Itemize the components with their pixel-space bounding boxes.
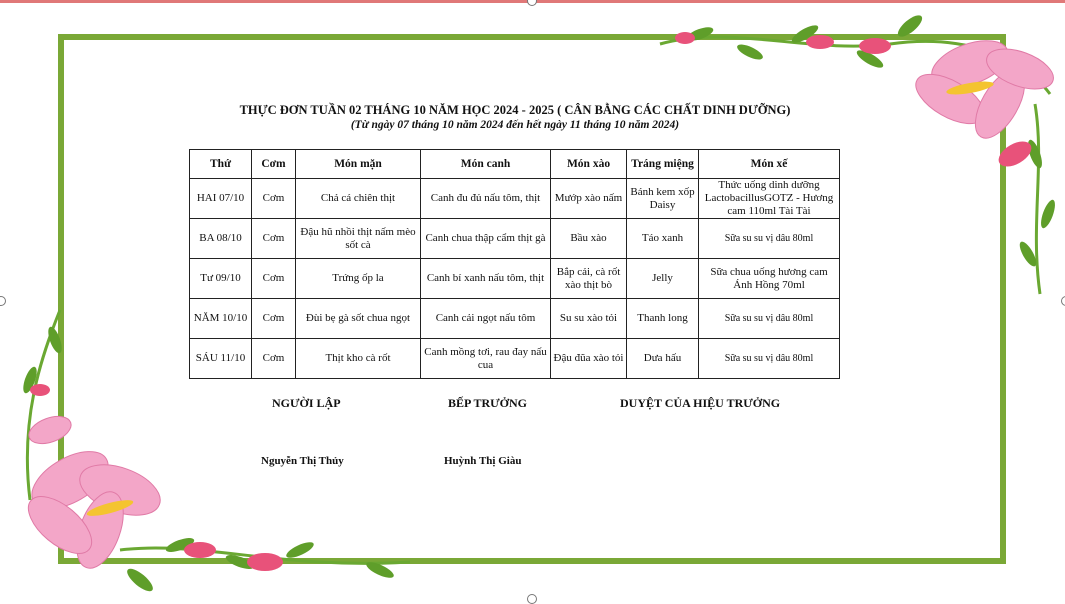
rice-cell: Cơm [252,219,296,259]
table-row [190,339,840,379]
menu-title: THỰC ĐƠN TUẦN 02 THÁNG 10 NĂM HỌC 2024 - 2025 ( CÂN BẰNG CÁC CHẤT DINH DƯỠNG) [239,103,791,117]
dessert-cell: Jelly [627,259,699,299]
snack-cell: Sữa su su vị dâu 80ml [699,219,840,259]
stirfry-cell: Bắp cải, cà rốt xào thịt bò [551,259,627,299]
main-dish-cell: Thịt kho cà rốt [296,339,421,379]
day-cell: HAI 07/10 [190,179,252,219]
rice-cell: Cơm [252,259,296,299]
stirfry-cell: Bầu xào [551,219,627,259]
stirfry-cell: Mướp xào nấm [551,179,627,219]
day-cell: SÁU 11/10 [190,339,252,379]
dessert-cell: Thanh long [627,299,699,339]
preparer-role: NGƯỜI LẬP [272,396,341,410]
weekly-menu-table [189,149,840,379]
dessert-cell: Táo xanh [627,219,699,259]
snack-cell: Sữa su su vị dâu 80ml [699,299,840,339]
principal-approval-role: DUYỆT CỦA HIỆU TRƯỞNG [620,396,781,410]
stirfry-cell: Su su xào tỏi [551,299,627,339]
day-cell: BA 08/10 [190,219,252,259]
main-dish-cell: Chả cá chiên thịt [296,179,421,219]
resize-handle-top[interactable] [527,0,537,6]
soup-cell: Canh chua thập cẩm thịt gà [421,219,551,259]
menu-date-range: (Từ ngày 07 tháng 10 năm 2024 đến hết ngày 11 tháng 10 năm 2024) [350,119,680,131]
kitchen-head-name: Huỳnh Thị Giàu [444,455,522,467]
dessert-cell: Bánh kem xốp Daisy [627,179,699,219]
day-cell: Tư 09/10 [190,259,252,299]
table-row [190,219,840,259]
column-header: Thứ [190,150,252,179]
table-row [190,179,840,219]
table-row [190,259,840,299]
day-cell: NĂM 10/10 [190,299,252,339]
dessert-cell: Dưa hấu [627,339,699,379]
column-header: Món xào [551,150,627,179]
column-header: Món canh [421,150,551,179]
main-dish-cell: Đậu hũ nhồi thịt nấm mèo sốt cà [296,219,421,259]
column-header: Món mặn [296,150,421,179]
snack-cell: Sữa chua uống hương cam Ánh Hồng 70ml [699,259,840,299]
soup-cell: Canh mồng tơi, rau đay nấu cua [421,339,551,379]
column-header: Tráng miệng [627,150,699,179]
rice-cell: Cơm [252,339,296,379]
snack-cell: Sữa su su vị dâu 80ml [699,339,840,379]
soup-cell: Canh đu đủ nấu tôm, thịt [421,179,551,219]
preparer-name: Nguyễn Thị Thủy [261,455,344,467]
stirfry-cell: Đậu đũa xào tỏi [551,339,627,379]
soup-cell: Canh bí xanh nấu tôm, thịt [421,259,551,299]
column-header: Món xế [699,150,840,179]
rice-cell: Cơm [252,299,296,339]
soup-cell: Canh cải ngọt nấu tôm [421,299,551,339]
main-dish-cell: Trứng ốp la [296,259,421,299]
table-header-row [190,150,840,179]
rice-cell: Cơm [252,179,296,219]
column-header: Cơm [252,150,296,179]
snack-cell: Thức uống dinh dưỡng LactobacillusGOTZ - Hương cam 110ml Tài Tài [699,179,840,219]
main-dish-cell: Đùi bẹ gà sốt chua ngọt [296,299,421,339]
kitchen-head-role: BẾP TRƯỞNG [448,396,528,410]
table-row [190,299,840,339]
